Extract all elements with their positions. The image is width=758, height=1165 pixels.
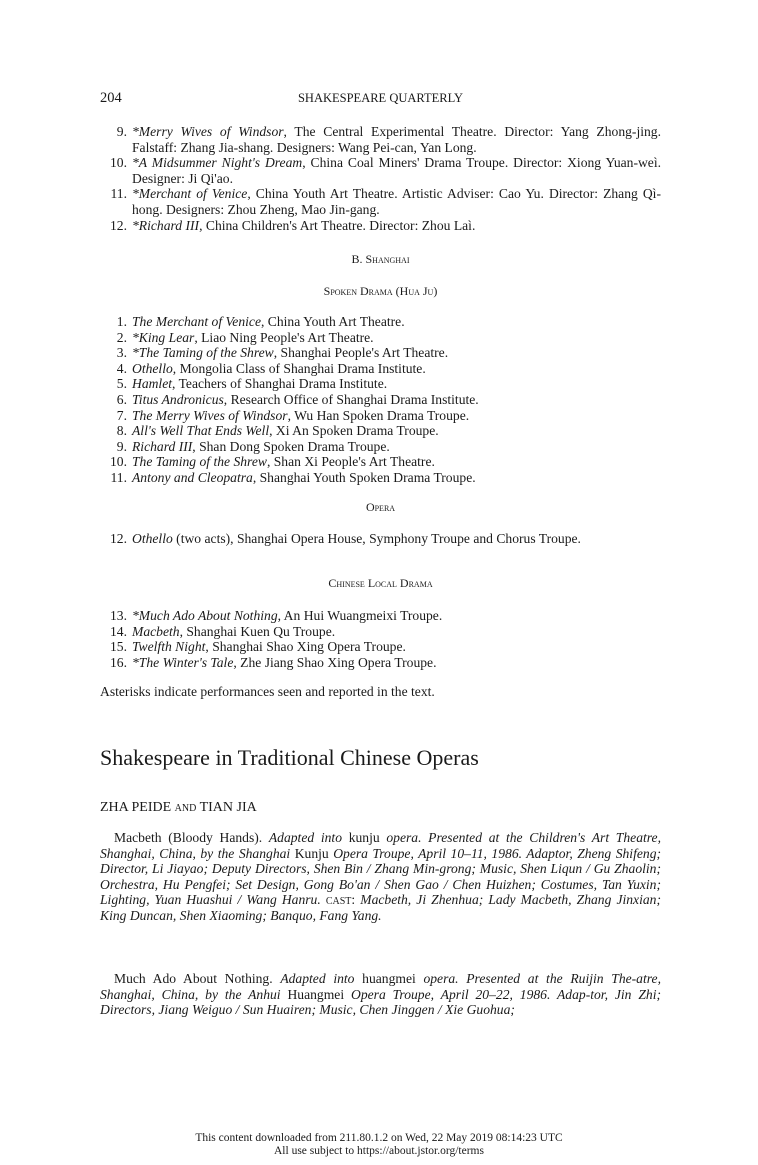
item-text <box>132 423 661 439</box>
author-conjunction: and <box>174 800 197 815</box>
company-details: , Shan Dong Spoken Drama Troupe. <box>192 438 390 454</box>
play-title: Othello <box>132 531 173 546</box>
item-text <box>132 392 661 408</box>
item-text <box>132 124 661 155</box>
play-title: Titus Andronicus <box>132 391 224 407</box>
item-text <box>132 330 661 346</box>
list-item <box>104 408 661 424</box>
list-item <box>104 345 661 361</box>
play-title: *The Taming of the Shrew <box>132 345 274 361</box>
review-paragraph-much-ado <box>100 971 661 1018</box>
company-details: , Shanghai Youth Spoken Drama Troupe. <box>252 469 476 485</box>
play-title: Richard III <box>132 438 193 454</box>
italic-segment: Adapted into <box>280 971 363 986</box>
section-heading-shanghai: B. Shanghai <box>351 252 410 266</box>
item-text <box>132 376 661 392</box>
subheading-spoken-drama: Spoken Drama (Hua Ju) <box>323 284 438 298</box>
author-1: ZHA PEIDE <box>100 800 172 815</box>
opera-list <box>104 531 661 547</box>
play-title: *The Winter's Tale <box>132 654 234 670</box>
roman-segment: cast <box>325 892 352 908</box>
company-details: , Mongolia Class of Shanghai Drama Institute. <box>172 360 426 376</box>
company-details: , Teachers of Shanghai Drama Institute. <box>172 376 388 392</box>
company-details: , Liao Ning People's Art Theatre. <box>194 329 374 345</box>
item-text <box>132 186 661 217</box>
item-number: 5. <box>116 376 127 392</box>
subheading-local-drama: Chinese Local Drama <box>328 576 433 590</box>
list-item <box>104 423 661 439</box>
item-number: 13. <box>110 608 127 623</box>
item-number: 8. <box>116 423 127 439</box>
play-title: Antony and Cleopatra <box>132 469 253 485</box>
play-title: *Richard III <box>132 217 200 233</box>
article-title: Shakespeare in Traditional Chinese Operas <box>100 745 479 770</box>
item-number: 9. <box>116 438 127 454</box>
company-details: , Xi An Spoken Drama Troupe. <box>269 423 439 439</box>
company-details: , China Coal Miners' Drama Troupe. Director: Xiong Yuan-weì. Designer: Ji Qi'ao. <box>132 155 662 186</box>
item-number: 4. <box>116 360 127 376</box>
play-title: *Merchant of Venice <box>132 186 248 202</box>
play-title: All's Well That Ends Well <box>132 423 270 439</box>
list-item <box>104 314 661 330</box>
play-title: The Merchant of Venice <box>132 314 261 329</box>
play-title: Othello <box>132 360 173 376</box>
item-text <box>132 608 661 624</box>
company-details: , The Central Experimental Theatre. Director: Yang Zhong-jing. Falstaff: Zhang Jia-shang. Designers: Wang Pei-can, Yan Long. <box>132 124 661 155</box>
roman-segment: kunju <box>348 830 387 845</box>
item-number: 15. <box>110 639 127 655</box>
list-item <box>104 439 661 455</box>
item-text <box>132 218 661 234</box>
company-details: , Shanghai Kuen Qu Troupe. <box>179 623 336 639</box>
item-text <box>132 439 661 455</box>
company-details: , Shanghai People's Art Theatre. <box>273 345 449 361</box>
play-title: *Merry Wives of Windsor <box>132 124 284 139</box>
italic-segment: opera. Presented at the Ruijin The-atre, Shanghai, China, by the Anhui <box>100 971 661 1002</box>
list-item <box>104 608 661 624</box>
asterisk-note: Asterisks indicate performances seen and reported in the text. <box>100 684 435 699</box>
list-item <box>104 392 661 408</box>
list-item <box>104 470 661 486</box>
play-title: *Much Ado About Nothing <box>132 608 278 623</box>
company-details: , Shanghai Shao Xing Opera Troupe. <box>205 639 406 655</box>
company-details: , Shan Xi People's Art Theatre. <box>266 454 435 470</box>
play-title: Hamlet <box>132 376 173 392</box>
roman-segment: : <box>351 892 361 908</box>
italic-segment: Macbeth, Ji Zhenhua; Lady Macbeth, Zhang Jinxian; King Duncan, Shen Xiaoming; Banquo, Fang Yang. <box>100 892 661 923</box>
roman-segment: huangmei <box>362 971 424 986</box>
item-number: 7. <box>116 407 127 423</box>
item-number: 11. <box>110 469 127 485</box>
item-number: 10. <box>110 155 127 171</box>
item-number: 12. <box>110 531 127 546</box>
play-title: *King Lear <box>132 329 195 345</box>
article-authors <box>100 800 257 816</box>
list-item <box>104 531 661 547</box>
jstor-footer-download: This content downloaded from 211.80.1.2 on Wed, 22 May 2019 08:14:23 UTC <box>195 1132 563 1144</box>
item-number: 3. <box>116 345 127 361</box>
company-details: , China Youth Art Theatre. <box>260 314 405 329</box>
item-number: 10. <box>110 454 127 470</box>
list-item <box>104 124 661 155</box>
spoken-drama-list <box>104 314 661 486</box>
list-item <box>104 186 661 217</box>
item-number: 11. <box>110 186 127 202</box>
item-text <box>132 408 661 424</box>
list-item <box>104 361 661 377</box>
subheading-opera: Opera <box>365 500 396 514</box>
italic-segment: Adapted into <box>268 830 349 845</box>
beijing-list <box>104 124 661 233</box>
company-details: , Zhe Jiang Shao Xing Opera Troupe. <box>233 654 437 670</box>
item-text <box>132 454 661 470</box>
list-item <box>104 639 661 655</box>
company-details: , China Youth Art Theatre. Artistic Adviser: Cao Yu. Director: Zhang Qì-hong. Designers: Zhou Zheng, Mao Jin-gang. <box>132 186 661 217</box>
list-item <box>104 655 661 671</box>
running-header: SHAKESPEARE QUARTERLY <box>297 91 464 105</box>
company-details: , Wu Han Spoken Drama Troupe. <box>287 407 470 423</box>
list-item <box>104 624 661 640</box>
author-2: TIAN JIA <box>199 800 257 815</box>
item-number: 9. <box>116 124 127 139</box>
list-item <box>104 155 661 186</box>
item-number: 6. <box>116 391 127 407</box>
page-number: 204 <box>100 90 122 106</box>
item-number: 1. <box>116 314 127 329</box>
review-paragraph-macbeth <box>100 830 661 924</box>
play-title: Macbeth <box>132 623 180 639</box>
item-text <box>132 624 661 640</box>
item-number: 16. <box>110 654 127 670</box>
company-details: , An Hui Wuangmeixi Troupe. <box>277 608 443 623</box>
company-details: , Research Office of Shanghai Drama Institute. <box>223 391 479 407</box>
item-text <box>132 361 661 377</box>
roman-segment: Macbeth (Bloody Hands). <box>114 830 269 845</box>
company-details: (two acts), Shanghai Opera House, Symphony Troupe and Chorus Troupe. <box>172 531 581 546</box>
italic-segment: Opera Troupe, April 10–11, 1986. Adaptor, Zheng Shifeng; Director, Li Jiayao; Deputy Directors, Shen Bin / Zhang Min-grong; Music, Shen Liqun / Gu Zhaolin; Orchestra, Hu Pengfei; Set Design, Gong Bo'an / Shen Gao / Chen Huizhen; Costumes, Tan Yuxin; Lighting, Yuan Huashui / Wang Hanru. <box>100 845 662 908</box>
item-text <box>132 345 661 361</box>
item-text <box>132 155 661 186</box>
play-title: Twelfth Night <box>132 639 206 655</box>
list-item <box>104 218 661 234</box>
list-item <box>104 454 661 470</box>
play-title: *A Midsummer Night's Dream <box>132 155 303 171</box>
item-number: 12. <box>110 217 127 233</box>
roman-segment: Much Ado About Nothing. <box>114 971 281 986</box>
company-details: , China Children's Art Theatre. Director: Zhou Laì. <box>199 217 476 233</box>
item-number: 14. <box>110 623 127 639</box>
item-number: 2. <box>116 329 127 345</box>
play-title: The Taming of the Shrew <box>132 454 267 470</box>
play-title: The Merry Wives of Windsor <box>132 407 288 423</box>
item-text <box>132 655 661 671</box>
item-text <box>132 314 661 330</box>
item-text <box>132 470 661 486</box>
roman-segment: Kunju <box>294 845 334 861</box>
italic-segment: opera. Presented at the Children's Art Theatre, Shanghai, China, by the Shanghai <box>100 830 661 861</box>
local-drama-list <box>104 608 661 670</box>
item-text <box>132 531 661 547</box>
item-text <box>132 639 661 655</box>
jstor-footer-terms: All use subject to https://about.jstor.org/terms <box>274 1145 484 1157</box>
italic-segment: Opera Troupe, April 20–22, 1986. Adap-tor, Jin Zhi; Directors, Jiang Weiguo / Sun Huairen; Music, Chen Jinggen / Xie Guohua; <box>100 986 662 1018</box>
list-item <box>104 330 661 346</box>
list-item <box>104 376 661 392</box>
roman-segment: Huangmei <box>287 986 351 1002</box>
